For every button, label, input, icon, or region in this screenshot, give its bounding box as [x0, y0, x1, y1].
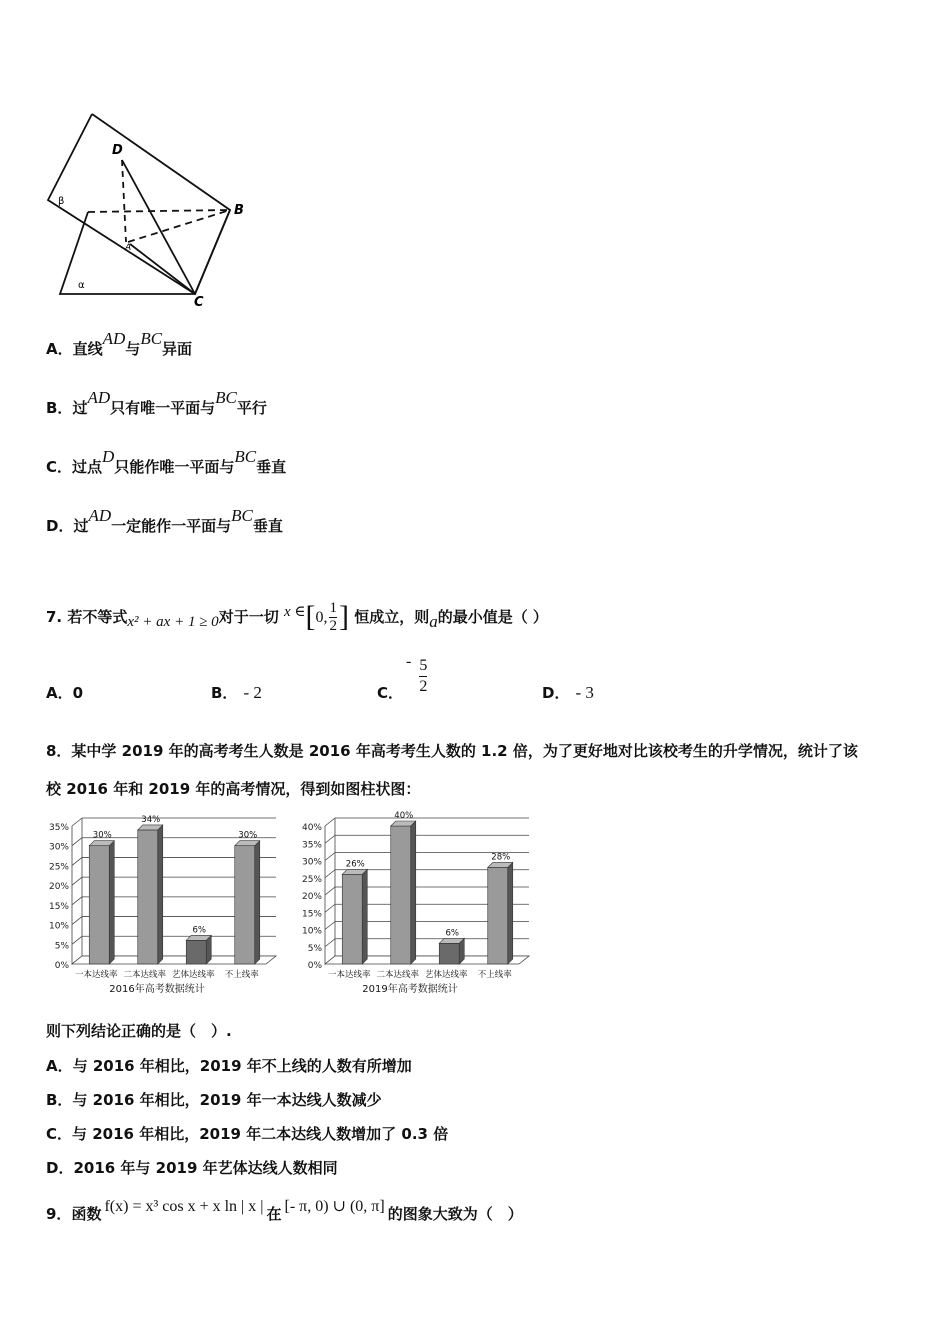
x-tick-label: 二本达线率 — [376, 970, 420, 980]
chart-title: 2016年高考数据统计 — [109, 984, 205, 995]
x-tick-label: 不上线率 — [477, 970, 512, 980]
grid-diag — [72, 877, 82, 885]
q6-option-b — [46, 388, 267, 418]
bar-side — [411, 821, 416, 964]
q8-option-d: D．2016 年与 2019 年艺体达线人数相同 — [46, 1159, 338, 1177]
bar — [342, 874, 362, 964]
option-text: 过 — [73, 517, 89, 535]
data-label: 30% — [238, 830, 258, 841]
grid-diag — [325, 870, 335, 878]
option-text: 与 — [125, 340, 141, 358]
x-tick-label: 艺体达线率 — [424, 970, 468, 980]
label-beta: β — [58, 196, 65, 207]
y-tick-label: 0% — [54, 961, 69, 971]
math-ad: AD — [102, 329, 126, 348]
bar — [186, 940, 206, 964]
q7-stem: 7. 若不等式x² + ax + 1 ≥ 0对于一切 x ∈[0, $\frac{1}{2}$ ] 恒成立，则a的最小值是（ ） — [46, 600, 548, 634]
x-tick-label: 艺体达线率 — [171, 970, 215, 980]
grid-diag — [72, 936, 82, 944]
bar — [439, 943, 459, 964]
option-key: C． — [46, 458, 73, 476]
bar-side — [255, 841, 260, 964]
data-label: 28% — [491, 852, 511, 863]
question-text: 对于一切 — [218, 608, 279, 626]
math-fraction-half: $\frac{1}{2}$ — [329, 600, 337, 634]
y-tick-label: 15% — [48, 901, 69, 912]
option-text: 只有唯一平面与 — [110, 399, 216, 417]
q6-option-d — [46, 506, 283, 536]
y-tick-label: 25% — [301, 874, 322, 885]
label-C: C — [194, 295, 204, 308]
y-tick-label: 40% — [301, 823, 322, 833]
grid-diag — [325, 887, 335, 895]
question-number: 7. — [46, 608, 63, 626]
data-label: 6% — [445, 928, 459, 939]
y-tick-label: 35% — [48, 823, 69, 833]
option-key: B． — [46, 399, 73, 417]
math-d: D — [102, 447, 115, 466]
y-tick-label: 0% — [307, 961, 322, 971]
x-tick-label: 一本达线率 — [74, 970, 118, 980]
y-tick-label: 10% — [301, 926, 322, 937]
option-text: 垂直 — [256, 458, 287, 476]
question-text: 在 — [266, 1205, 282, 1223]
question-text: 若不等式 — [67, 608, 128, 626]
y-tick-label: 30% — [48, 842, 69, 853]
math-bc: BC — [140, 329, 163, 348]
x-tick-label: 一本达线率 — [327, 970, 371, 980]
grid-diag — [325, 939, 335, 947]
q6-option-a — [46, 329, 193, 359]
question-text: 的图象大致为（ ） — [387, 1205, 523, 1223]
grid-diag — [325, 835, 335, 843]
bar-side — [109, 841, 114, 964]
bar — [89, 846, 109, 964]
data-label: 30% — [92, 830, 112, 841]
option-text: 过 — [72, 399, 88, 417]
math-a: a — [429, 612, 438, 631]
option-text: 异面 — [162, 340, 193, 358]
q8-option-c: C．与 2016 年相比，2019 年二本达线人数增加了 0.3 倍 — [46, 1125, 449, 1143]
option-text: 平行 — [236, 399, 267, 417]
label-alpha: α — [78, 280, 85, 291]
q9-stem — [46, 1198, 523, 1224]
plane-beta — [48, 114, 230, 294]
q7-option-d: D． - 3 — [542, 683, 594, 702]
option-key: D． — [46, 517, 74, 535]
grid-diag — [72, 857, 82, 865]
data-label: 40% — [394, 811, 414, 821]
q8-option-a: A．与 2016 年相比，2019 年不上线的人数有所增加 — [46, 1057, 412, 1075]
math-bc: BC — [234, 447, 257, 466]
math-interval: [- π, 0) ∪ (0, π] — [284, 1198, 385, 1215]
grid-diag — [72, 897, 82, 905]
option-text: 过点 — [72, 458, 103, 476]
q7-option-b: B． - 2 — [211, 683, 262, 702]
q8-prompt: 则下列结论正确的是（ ）. — [46, 1022, 232, 1040]
math-ad: AD — [88, 506, 112, 525]
bar — [488, 867, 508, 964]
bar-chart-2019 — [297, 808, 537, 1000]
math-ad: AD — [87, 388, 111, 407]
math-function: f(x) = x³ cos x + x ln | x | — [104, 1198, 264, 1215]
grid-diag — [72, 838, 82, 846]
q8-option-b: B．与 2016 年相比，2019 年一本达线人数减少 — [46, 1091, 382, 1109]
option-text: 垂直 — [252, 517, 283, 535]
q8-stem-line2: 校 2016 年和 2019 年的高考情况，得到如图柱状图： — [46, 780, 421, 798]
y-tick-label: 5% — [54, 941, 69, 952]
bar — [138, 830, 158, 964]
y-tick-label: 20% — [48, 882, 69, 893]
label-B: B — [234, 203, 244, 218]
grid-diag — [72, 818, 82, 826]
grid-diag — [325, 818, 335, 826]
label-D: D — [112, 143, 123, 158]
grid-diag — [325, 922, 335, 930]
y-tick-label: 15% — [301, 909, 322, 920]
bar — [235, 846, 255, 964]
option-key: A． — [46, 340, 73, 358]
x-tick-label: 二本达线率 — [123, 970, 167, 980]
data-label: 34% — [141, 814, 161, 825]
grid-diag — [325, 853, 335, 861]
q7-option-c-value: - $\frac{5}{2}$ — [406, 653, 428, 695]
math-bc: BC — [215, 388, 237, 407]
y-tick-label: 35% — [301, 840, 322, 851]
question-text: 函数 — [71, 1205, 102, 1223]
question-number: 9． — [46, 1205, 72, 1223]
y-tick-label: 10% — [48, 921, 69, 932]
bar-side — [158, 825, 163, 964]
math-domain-inner: 0, — [315, 609, 328, 626]
option-text: 只能作唯一平面与 — [114, 458, 235, 476]
question-text: 的最小值是（ ） — [437, 608, 548, 626]
y-tick-label: 25% — [48, 862, 69, 873]
label-A: A — [125, 243, 132, 253]
q7-option-a: A．0 — [46, 684, 84, 702]
y-tick-label: 30% — [301, 857, 322, 868]
math-bc: BC — [231, 506, 253, 525]
q6-option-c — [46, 447, 287, 477]
math-inequality: x² + ax + 1 ≥ 0 — [127, 614, 219, 630]
q8-stem-line1: 8．某中学 2019 年的高考考生人数是 2016 年高考考生人数的 1.2 倍，为了更好地对比该校考生的升学情况，统计了该 — [46, 742, 858, 760]
math-domain: x ∈ — [283, 604, 306, 620]
bar-chart-2016 — [44, 808, 284, 1000]
bar-side — [508, 862, 513, 964]
data-label: 6% — [192, 925, 206, 936]
bar — [391, 826, 411, 964]
y-tick-label: 20% — [301, 892, 322, 902]
grid-diag — [72, 917, 82, 925]
geometry-figure — [40, 108, 260, 308]
q7-option-c: C． — [377, 684, 404, 702]
bar-side — [362, 869, 367, 964]
chart-title: 2019年高考数据统计 — [362, 984, 458, 995]
data-label: 26% — [345, 859, 365, 870]
option-text: 一定能作一平面与 — [111, 517, 232, 535]
option-text: 直线 — [72, 340, 103, 358]
x-tick-label: 不上线率 — [224, 970, 259, 980]
grid-diag — [325, 904, 335, 912]
y-tick-label: 5% — [307, 943, 322, 954]
question-text: 恒成立，则 — [354, 608, 430, 626]
